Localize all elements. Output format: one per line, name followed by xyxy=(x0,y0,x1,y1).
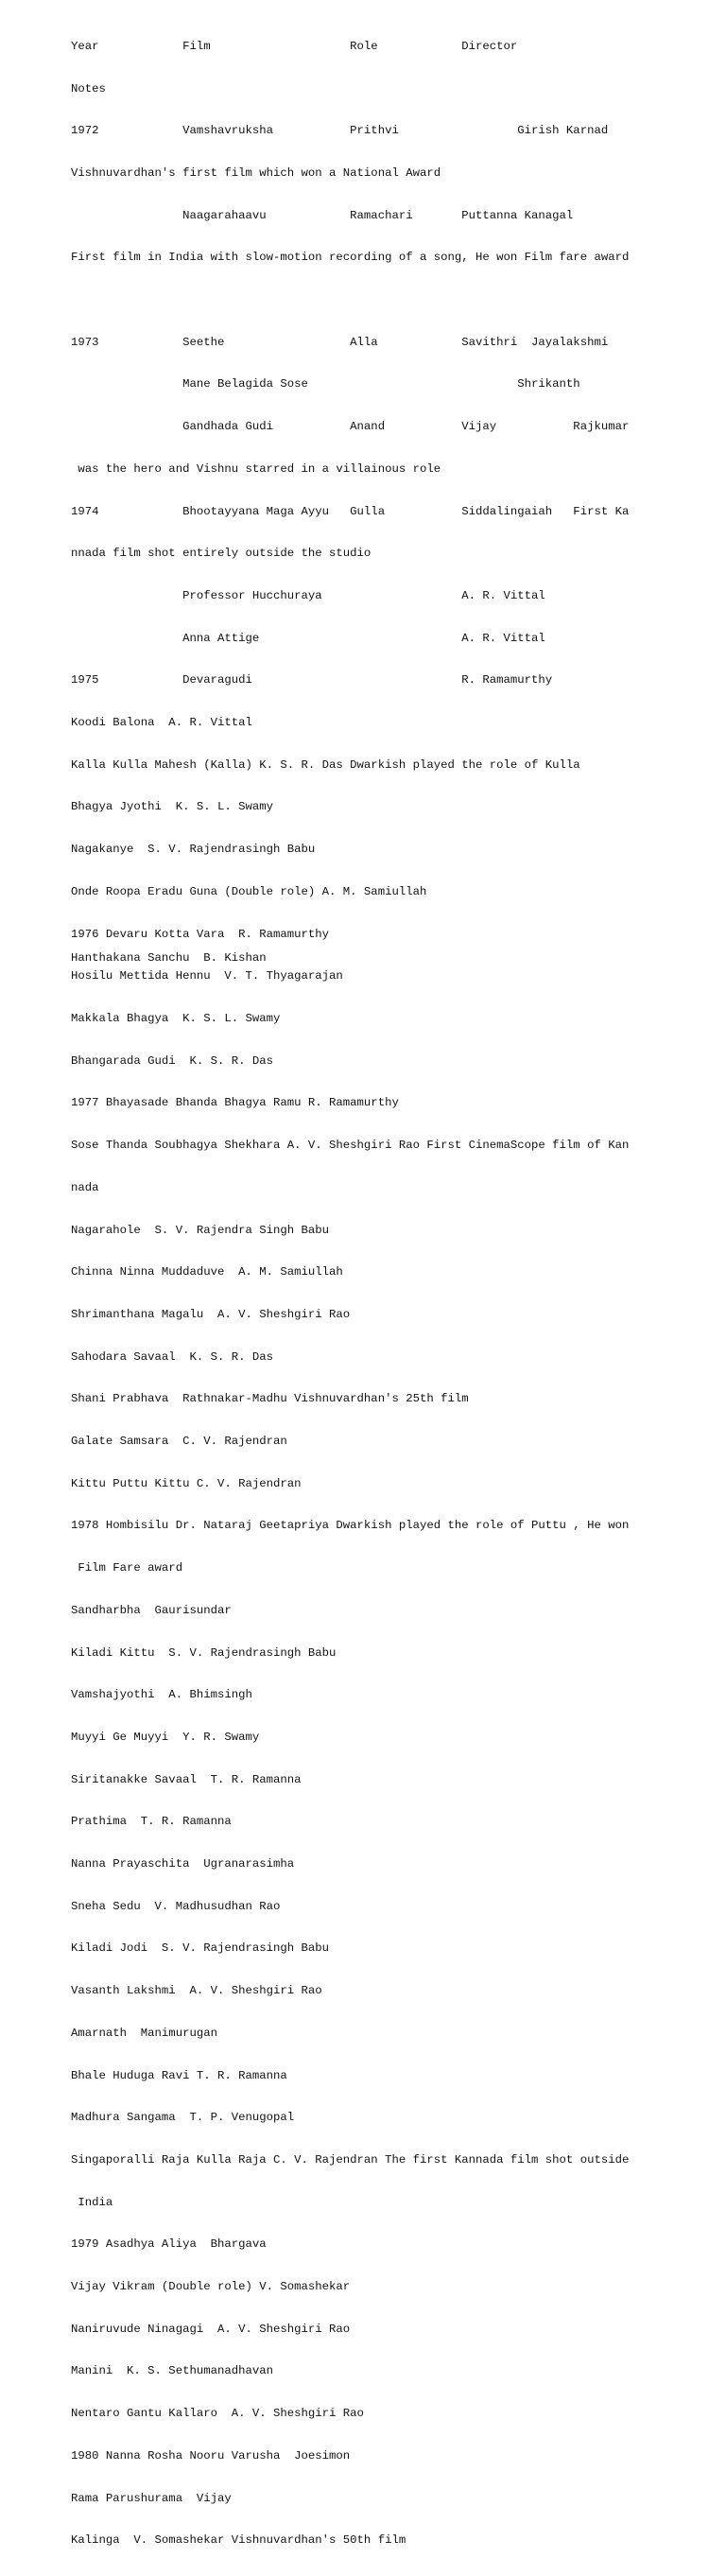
text-line: Notes xyxy=(71,81,106,96)
text-line: Vamshajyothi A. Bhimsingh xyxy=(71,1688,252,1702)
text-line: Hosilu Mettida Hennu V. T. Thyagarajan xyxy=(71,969,343,983)
text-line: Madhura Sangama T. P. Venugopal xyxy=(71,2111,295,2125)
text-line: 1975 Devaragudi R. Ramamurthy xyxy=(71,673,553,688)
text-line: Onde Roopa Eradu Guna (Double role) A. M. Samiullah xyxy=(71,884,427,898)
text-line: Rama Parushurama Vijay xyxy=(71,2491,232,2505)
text-line: Vasanth Lakshmi A. V. Sheshgiri Rao xyxy=(71,1984,322,1998)
text-line: Gandhada Gudi Anand Vijay Rajkumar xyxy=(71,420,630,434)
text-line: Manini K. S. Sethumanadhavan xyxy=(71,2364,274,2378)
text-line: Kalinga V. Somashekar Vishnuvardhan's 50th film xyxy=(71,2533,406,2548)
text-line: Naagarahaavu Ramachari Puttanna Kanagal xyxy=(71,208,574,222)
text-line: Mane Belagida Sose Shrikanth xyxy=(71,377,580,392)
text-line: Siritanakke Savaal T. R. Ramanna xyxy=(71,1772,302,1786)
text-line: 1978 Hombisilu Dr. Nataraj Geetapriya Dwarkish played the role of Puttu , He won xyxy=(71,1519,630,1533)
text-line: 1977 Bhayasade Bhanda Bhagya Ramu R. Ramamurthy xyxy=(71,1096,399,1110)
text-line: Vijay Vikram (Double role) V. Somashekar xyxy=(71,2280,351,2294)
text-line xyxy=(71,293,629,307)
text-line: Shani Prabhava Rathnakar-Madhu Vishnuvardhan's 25th film xyxy=(71,1392,469,1406)
text-line: Sahodara Savaal K. S. R. Das xyxy=(71,1349,274,1364)
text-line: Professor Hucchuraya A. R. Vittal xyxy=(71,588,545,602)
text-line: Sandharbha Gaurisundar xyxy=(71,1603,232,1617)
text-line: Bhale Huduga Ravi T. R. Ramanna xyxy=(71,2068,287,2082)
text-line: Sose Thanda Soubhagya Shekhara A. V. Sheshgiri Rao First CinemaScope film of Kan xyxy=(71,1139,630,1153)
text-line: Film Fare award xyxy=(71,1561,183,1575)
text-line: Singaporalli Raja Kulla Raja C. V. Rajendran The first Kannada film shot outside xyxy=(71,2152,630,2167)
text-line: 1974 Bhootayyana Maga Ayyu Gulla Siddalingaiah First Ka xyxy=(71,504,630,518)
text-line: Shrimanthana Magalu A. V. Sheshgiri Rao xyxy=(71,1307,351,1321)
text-line: First film in India with slow-motion recording of a song, He won Film fare award xyxy=(71,251,630,265)
text-line: Bhagya Jyothi K. S. L. Swamy xyxy=(71,800,274,814)
text-line: Vishnuvardhan's first film which won a National Award xyxy=(71,165,441,180)
text-line: Anna Attige A. R. Vittal xyxy=(71,631,545,645)
text-line: 1976 Devaru Kotta Vara R. Ramamurthy xyxy=(71,927,330,941)
text-line: Koodi Balona A. R. Vittal xyxy=(71,716,252,730)
text-line: Prathima T. R. Ramanna xyxy=(71,1815,232,1829)
text-line: Amarnath Manimurugan xyxy=(71,2026,217,2040)
text-line: Nagakanye S. V. Rajendrasingh Babu xyxy=(71,843,316,857)
text-line: Nentaro Gantu Kallaro A. V. Sheshgiri Rao xyxy=(71,2407,364,2421)
text-line: Kalla Kulla Mahesh (Kalla) K. S. R. Das Dwarkish played the role of Kulla xyxy=(71,757,580,772)
text-line: Kiladi Kittu S. V. Rajendrasingh Babu xyxy=(71,1645,337,1660)
text-line: Bhangarada Gudi K. S. R. Das xyxy=(71,1053,274,1068)
text-line: India xyxy=(71,2195,113,2209)
text-line: Sneha Sedu V. Madhusudhan Rao xyxy=(71,1899,281,1913)
text-line: nada xyxy=(71,1180,99,1194)
text-line: was the hero and Vishnu starred in a villainous role xyxy=(71,461,441,476)
text-line: 1973 Seethe Alla Savithri Jayalakshmi xyxy=(71,335,609,349)
text-line: 1979 Asadhya Aliya Bhargava xyxy=(71,2237,267,2252)
text-line: 1972 Vamshavruksha Prithvi Girish Karnad xyxy=(71,124,609,138)
text-line: nnada film shot entirely outside the studio xyxy=(71,547,372,561)
document-body xyxy=(71,11,629,2576)
text-line: Naniruvude Ninagagi A. V. Sheshgiri Rao xyxy=(71,2322,351,2336)
text-line: Nanna Prayaschita Ugranarasimha xyxy=(71,1857,295,1871)
text-line: Kittu Puttu Kittu C. V. Rajendran xyxy=(71,1476,302,1490)
text-line: Nagarahole S. V. Rajendra Singh Babu xyxy=(71,1223,330,1237)
text-line: Kiladi Jodi S. V. Rajendrasingh Babu xyxy=(71,1941,330,1956)
text-line: Galate Samsara C. V. Rajendran xyxy=(71,1435,287,1449)
text-line: 1980 Nanna Rosha Nooru Varusha Joesimon xyxy=(71,2448,351,2463)
text-line: Makkala Bhagya K. S. L. Swamy xyxy=(71,1011,281,1025)
text-line: Year Film Role Director xyxy=(71,39,518,53)
text-line: Chinna Ninna Muddaduve A. M. Samiullah xyxy=(71,1265,343,1279)
trailing-text-line: Hanthakana Sanchu B. Kishan xyxy=(71,951,267,965)
text-line: Muyyi Ge Muyyi Y. R. Swamy xyxy=(71,1730,260,1744)
